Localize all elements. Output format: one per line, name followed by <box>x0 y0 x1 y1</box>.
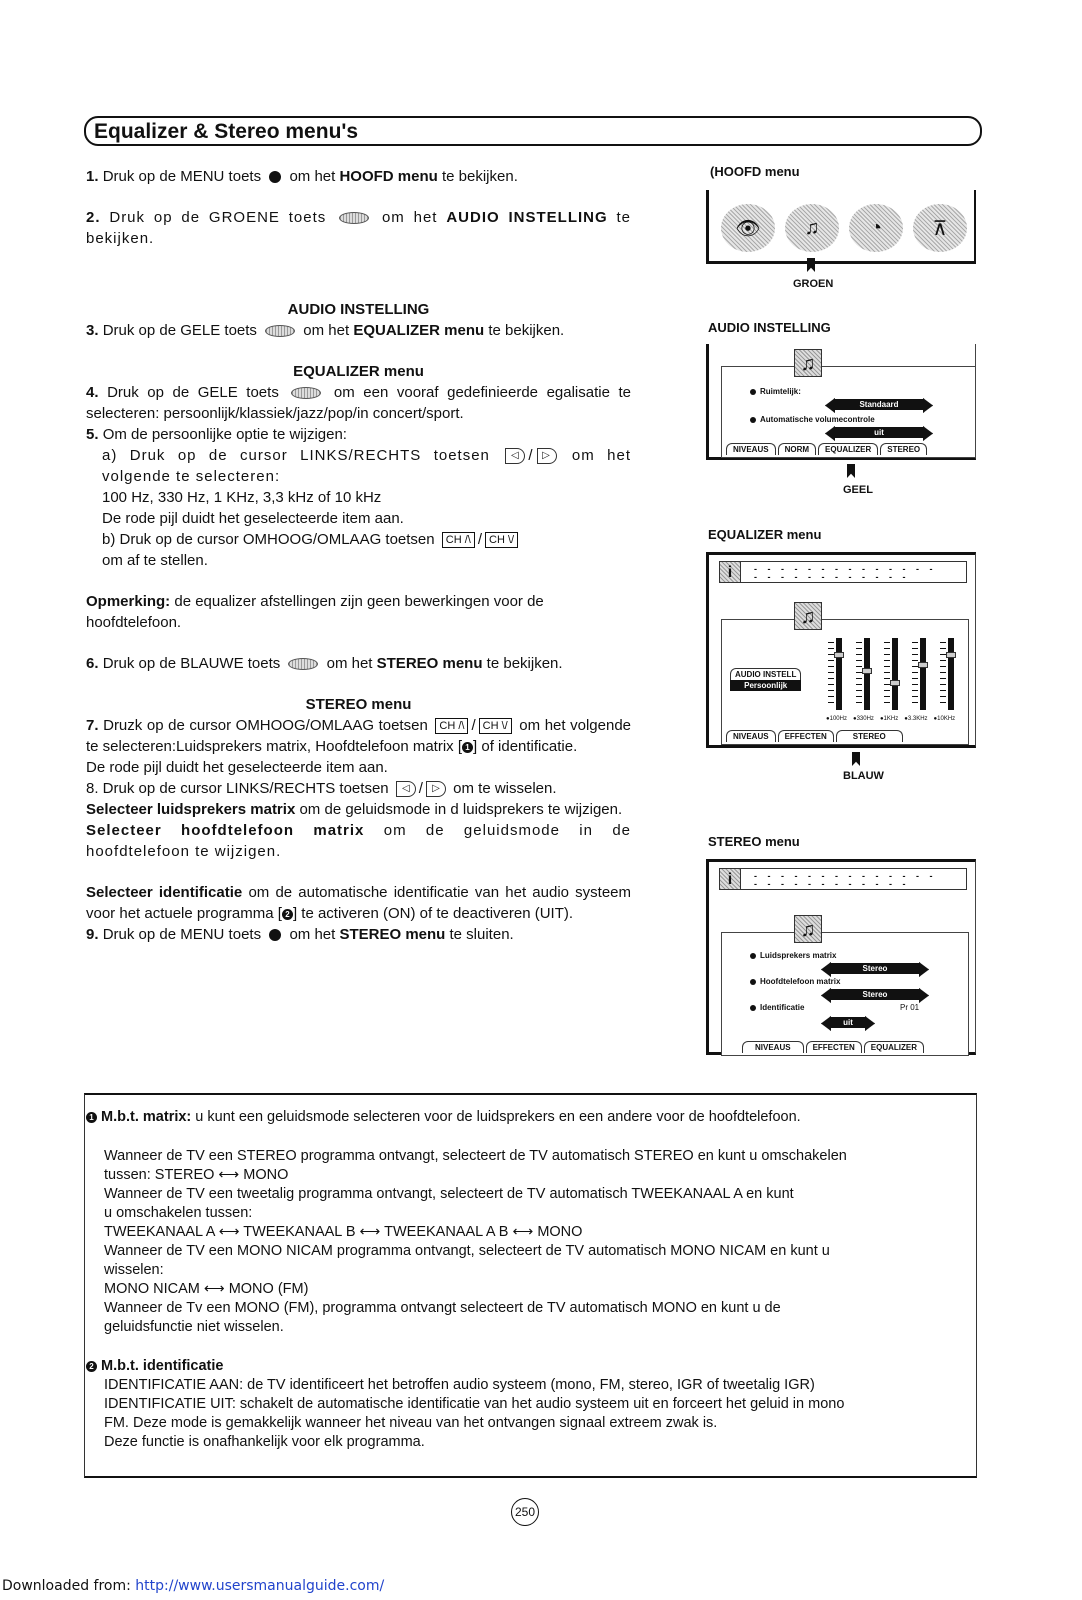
menu-button-icon <box>269 929 281 941</box>
eye-icon: 👁 <box>721 204 775 252</box>
page-number: 250 <box>511 1498 539 1526</box>
groen-label: GROEN <box>793 278 834 290</box>
menu-button-icon <box>269 171 281 183</box>
note-1-details: Wanneer de TV een STEREO programma ontvangt, selecteert de TV automatisch STEREO en kunt u omschakelen tussen: STEREO ⟷ MONO Wanneer de TV een tweetalig programma ontvangt, selecteert de TV automatisch TWEEKANAAL A en kunt u omschakelen tussen: TWEEKANAAL A ⟷ TWEEKANAAL B ⟷ TWEEKANAAL A B ⟷ MONO Wanneer de TV een MONO NICAM programma ontvangt, selecteert de TV automatisch MONO NICAM en kunt u wisselen: MONO NICAM ⟷ MONO (FM) Wanneer de Tv een MONO (FM), programma ontvangt selecteert de TV automatisch MONO en kunt u de geluidsfunctie niet wisselen. <box>104 1148 847 1335</box>
yellow-button-icon <box>291 387 321 399</box>
ch-up-key-icon: CH /\ <box>442 532 475 548</box>
eq-slider-100hz[interactable] <box>836 638 842 710</box>
tab-effecten[interactable]: EFFECTEN <box>778 730 834 742</box>
audio-instelling-diagram: ♫ Ruimtelijk: Standaard Automatische volumecontrole uit NIVEAUS NORM EQUALIZER STEREO <box>706 344 976 460</box>
music-icon: ♫ <box>794 602 822 630</box>
step-9: 9. Druk op de MENU toets om het STEREO menu te sluiten. <box>86 926 514 943</box>
hoofd-menu-diagram <box>706 190 976 264</box>
footer-link[interactable]: http://www.usersmanualguide.com/ <box>135 1578 385 1594</box>
yellow-button-icon <box>265 325 295 337</box>
antenna-icon: ⊼ <box>913 204 967 252</box>
ruimtelijk-value[interactable]: Standaard <box>834 399 924 410</box>
note-ref-1: 1 <box>462 742 473 753</box>
audio-instelling-label: AUDIO INSTELLING <box>708 320 831 335</box>
blauw-label: BLAUW <box>843 770 884 782</box>
geel-label: GEEL <box>843 484 873 496</box>
green-button-icon <box>339 212 369 224</box>
select-identification: Selecteer identificatie om de automatische identificatie van het audio systeem voor het actuele programma [ 2 ] te activeren (ON) of te deactiveren (UIT). <box>86 884 632 922</box>
remark: Opmerking: de equalizer afstellingen zijn geen bewerkingen voor de hoofdtelefoon. <box>86 593 544 631</box>
equalizer-menu-label: EQUALIZER menu <box>708 527 822 542</box>
tab-equalizer[interactable]: EQUALIZER <box>818 443 878 455</box>
bullet-icon <box>750 417 756 423</box>
step-1: 1. Druk op de MENU toets om het HOOFD menu te bekijken. <box>86 168 518 185</box>
heading-equalizer-menu: EQUALIZER menu <box>293 363 424 380</box>
note-ref-2: 2 <box>282 909 293 920</box>
equalizer-menu-diagram <box>706 552 976 748</box>
tab-stereo[interactable]: STEREO <box>836 730 903 742</box>
volume-control-value[interactable]: uit <box>834 427 924 438</box>
notes <box>86 1108 966 1452</box>
heading-audio-instelling: AUDIO INSTELLING <box>287 301 430 318</box>
step-6: 6. Druk op de BLAUWE toets om het STEREO menu te bekijken. <box>86 655 563 672</box>
section-title-bar <box>84 116 982 146</box>
blue-button-icon <box>288 658 318 670</box>
blue-pointer-icon <box>852 752 860 766</box>
stereo-menu-label: STEREO menu <box>708 834 800 849</box>
page-title: Equalizer & Stereo menu's <box>94 120 359 143</box>
bullet-icon <box>750 979 756 985</box>
ch-down-key-icon: CH \/ <box>485 532 518 548</box>
audio-instell-preset: AUDIO INSTELL Persoonlijk <box>730 668 801 691</box>
step-8: 8. Druk op de cursor LINKS/RECHTS toetsen ◁ / ▷ om te wisselen. <box>86 780 557 797</box>
select-headphone-matrix: Selecteer hoofdtelefoon matrix om de geluidsmode in de hoofdtelefoon te wijzigen. <box>86 822 632 860</box>
bullet-icon <box>750 953 756 959</box>
music-icon: ♫ <box>794 349 822 377</box>
ch-up-key-icon: CH /\ <box>435 718 468 734</box>
step-7: 7. Druzk op de cursor OMHOOG/OMLAAG toetsen CH /\ / CH \/ om het volgende te selecteren:Luidsprekers matrix, Hoofdtelefoon matrix [ 1 ] of identificatie. <box>86 717 632 755</box>
headphone-matrix-value[interactable]: Stereo <box>830 989 920 1000</box>
info-icon: i <box>719 868 741 890</box>
tab-effecten[interactable]: EFFECTEN <box>806 1041 862 1053</box>
left-key-icon: ◁ <box>396 781 416 797</box>
step-5a-note: De rode pijl duidt het geselecteerde item aan. <box>102 510 404 527</box>
ch-down-key-icon: CH \/ <box>479 718 512 734</box>
step-3: 3. Druk op de GELE toets om het EQUALIZER menu te bekijken. <box>86 322 565 339</box>
tab-niveaus[interactable]: NIVEAUS <box>726 443 776 455</box>
heading-stereo-menu: STEREO menu <box>305 696 412 713</box>
speaker-matrix-value[interactable]: Stereo <box>830 963 920 974</box>
eq-slider-3-3khz[interactable] <box>920 638 926 710</box>
music-icon: ♫ <box>785 204 839 252</box>
eq-frequency-labels: ●100Hz ●330Hz ●1KHz ●3.3KHz ●10KHz <box>826 716 956 722</box>
identification-value[interactable]: uit <box>830 1017 866 1028</box>
step-5a: a) Druk op de cursor LINKS/RECHTS toetsen ◁ / ▷ om het volgende te selecteren: <box>102 447 632 485</box>
step-2: 2. Druk op de GROENE toets om het AUDIO INSTELLING te bekijken. <box>86 209 632 247</box>
right-key-icon: ▷ <box>537 448 557 464</box>
footer: Downloaded from: http://www.usersmanualguide.com/ <box>2 1578 385 1594</box>
hoofd-menu-label: (HOOFD menu <box>710 164 800 179</box>
tab-niveaus[interactable]: NIVEAUS <box>726 730 776 742</box>
step-5: 5. Om de persoonlijke optie te wijzigen: <box>86 426 347 443</box>
select-speaker-matrix: Selecteer luidsprekers matrix om de geluidsmode in d luidsprekers te wijzigen. <box>86 801 623 818</box>
eq-slider-1khz[interactable] <box>892 638 898 710</box>
program-number: Pr 01 <box>900 1003 920 1012</box>
stereo-menu-diagram: i - - - - - - - - - - - - - - - - - - - - - - - - - - ♫ Luidsprekers matrix Stereo Hoofdtelefoon matrix Stereo Identificatie Pr 01 uit NIVEAUS EFFECTEN EQUALIZER <box>706 859 976 1055</box>
note-number-2: 2 <box>86 1361 97 1372</box>
instructions <box>86 166 631 945</box>
note-2-details: IDENTIFICATIE AAN: de TV identificeert het betroffen audio systeem (mono, FM, stereo, IGR of tweetalig IGR) IDENTIFICATIE UIT: schakelt de automatische identificatie van het audio systeem uit en forceert het geluid in mono FM. Deze mode is gemakkelijk wanneer het niveau van het ontvangen signaal extreem zwak is. Deze functie is onafhankelijk voor elk programma. <box>104 1377 845 1450</box>
step-5a-freqs: 100 Hz, 330 Hz, 1 KHz, 3,3 kHz of 10 kHz <box>102 489 382 506</box>
clock-icon: ◔ <box>849 204 903 252</box>
info-text-placeholder: - - - - - - - - - - - - - - - - - - - - - - - - - - <box>754 565 937 581</box>
preset-value[interactable]: Persoonlijk <box>730 680 801 691</box>
bullet-icon <box>750 389 756 395</box>
tab-niveaus[interactable]: NIVEAUS <box>742 1041 804 1053</box>
info-text-placeholder: - - - - - - - - - - - - - - - - - - - - - - - - - - <box>754 872 937 888</box>
note-2-heading: 2 M.b.t. identificatie <box>86 1357 966 1376</box>
music-icon: ♫ <box>794 915 822 943</box>
eq-slider-10khz[interactable] <box>948 638 954 710</box>
bullet-icon <box>750 1005 756 1011</box>
left-key-icon: ◁ <box>505 448 525 464</box>
tab-norm[interactable]: NORM <box>778 443 816 455</box>
info-icon: i <box>719 561 741 583</box>
tab-stereo[interactable]: STEREO <box>880 443 927 455</box>
step-4: 4. Druk op de GELE toets om een vooraf gedefinieerde egalisatie te selecteren: persoonlijk/klassiek/jazz/pop/in concert/sport. <box>86 384 631 422</box>
green-pointer-icon <box>807 258 815 272</box>
note-number-1: 1 <box>86 1112 97 1123</box>
yellow-pointer-icon <box>847 464 855 478</box>
step-5b: b) Druk op de cursor OMHOOG/OMLAAG toetsen CH /\ / CH \/ om af te stellen. <box>86 529 631 571</box>
eq-slider-330hz[interactable] <box>864 638 870 710</box>
right-key-icon: ▷ <box>426 781 446 797</box>
step-7-note: De rode pijl duidt het geselecteerde item aan. <box>86 759 388 776</box>
tab-equalizer[interactable]: EQUALIZER <box>864 1041 924 1053</box>
note-1-intro: 1 M.b.t. matrix: u kunt een geluidsmode selecteren voor de luidsprekers en een andere voor de hoofdtelefoon. <box>86 1108 966 1127</box>
